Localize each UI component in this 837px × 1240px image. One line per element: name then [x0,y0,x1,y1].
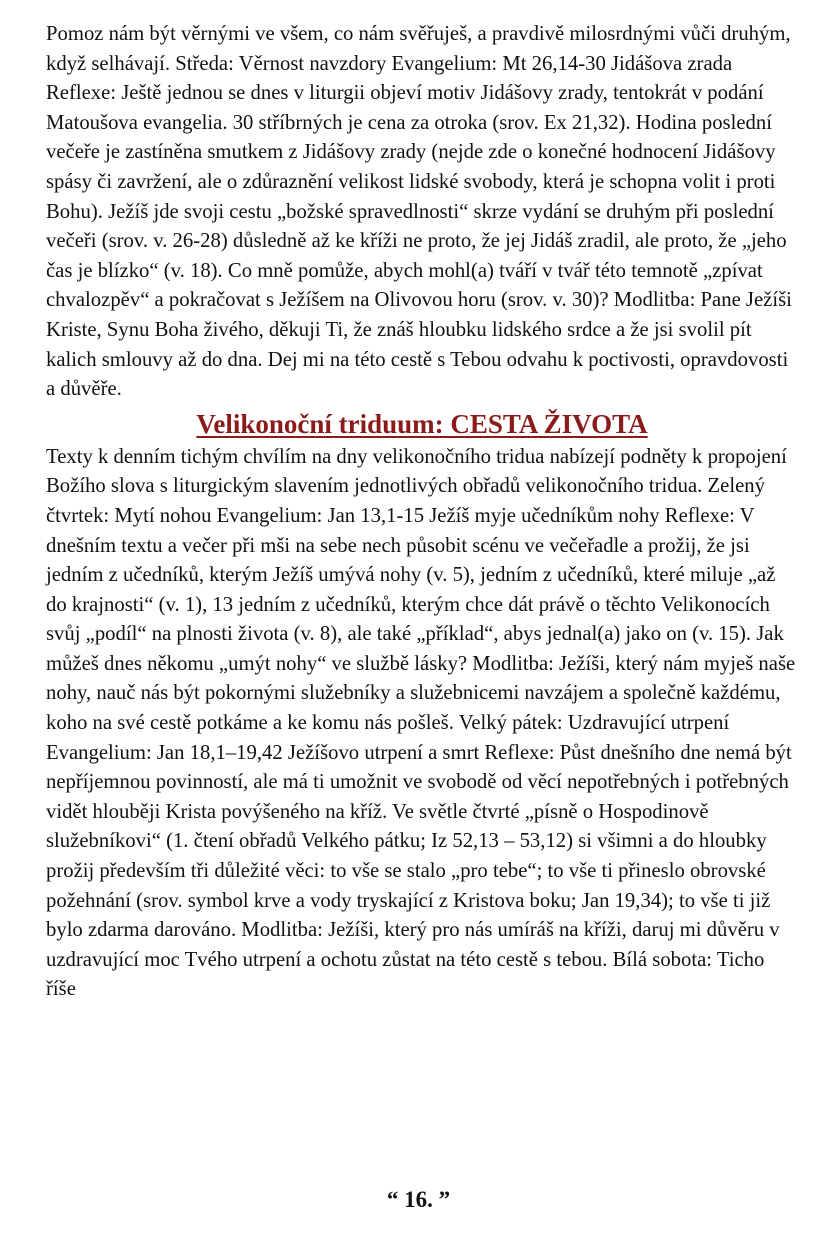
paragraph-wednesday: Pomoz nám být věrnými ve všem, co nám svěřuješ, a pravdivě milosrdnými vůči druhým, když selhávají. Středa: Věrnost navzdory Evangelium: Mt 26,14-30 Jidášova zrada Reflexe: Ještě jednou se dnes v liturgii objeví motiv Jidášovy zrady, tentokrát v podání Matoušova evangelia. 30 stříbrných je cena za otroka (srov. Ex 21,32). Hodina poslední večeře je zastíněna smutkem z Jidášovy zrady (nejde zde o konečné hodnocení Jidášovy spásy či zavržení, ale o zdůraznění velikost lidské svobody, která je schopna volit i proti Bohu). Ježíš jde svoji cestu „božské spravedlnosti“ skrze vydání se druhým při poslední večeři (srov. v. 26-28) důsledně až ke kříži ne proto, že jej Jidáš zradil, ale proto, že „jeho čas je blízko“ (v. 18). Co mně pomůže, abych mohl(a) tváří v tvář této temnotě „zpívat chvalozpěv“ a pokračovat s Ježíšem na Olivovou horu (srov. v. 30)? Modlitba: Pane Ježíši Kriste, Synu Boha živého, děkuji Ti, že znáš hloubku lidského srdce a že jsi svolil pít kalich smlouvy až do dna. Dej mi na této cestě s Tebou odvahu k poctivosti, opravdovosti a důvěře. [46,23,792,401]
document-page [46,20,798,1005]
section-heading: Velikonoční triduum: CESTA ŽIVOTA [196,408,648,439]
page-number: “ 16. ” [386,1187,451,1212]
paragraph-triduum: Texty k denním tichým chvílím na dny velikonočního tridua nabízejí podněty k propojení Božího slova s liturgickým slavením jednotlivých obřadů velikonočního tridua. Zelený čtvrtek: Mytí nohou Evangelium: Jan 13,1-15 Ježíš myje učedníkům nohy Reflexe: V dnešním textu a večer při mši na sebe nech působit scénu ve večeřadle a prožij, že jsi jedním z učedníků, kterým Ježíš umývá nohy (v. 5), jedním z učedníků, které miluje „až do krajnosti“ (v. 1), 13 jedním z učedníků, kterým chce dát právě o těchto Velikonocích svůj „podíl“ na plnosti života (v. 8), ale také „příklad“, abys jednal(a) jako on (v. 15). Jak můžeš dnes někomu „umýt nohy“ ve službě lásky? Modlitba: Ježíši, který nám myješ naše nohy, nauč nás být pokornými služebníky a služebnicemi navzájem a společně každému, koho na své cestě potkáme a ke komu nás pošleš. Velký pátek: Uzdravující utrpení Evangelium: Jan 18,1–19,42 Ježíšovo utrpení a smrt Reflexe: Půst dnešního dne nemá být nepříjemnou povinností, ale má ti umožnit ve svobodě od věcí nepotřebných i potřebných vidět hlouběji Krista povýšeného na kříž. Ve světle čtvrté „písně o Hospodinově služebníkovi“ (1. čtení obřadů Velkého pátku; Iz 52,13 – 53,12) si všimni a do hloubky prožij především tři důležité věci: to vše se stalo „pro tebe“; to vše ti přineslo obrovské požehnání (srov. symbol krve a vody tryskající z Kristova boku; Jan 19,34); to vše ti již bylo zdarma darováno. Modlitba: Ježíši, který pro nás umíráš na kříži, daruj mi důvěru v uzdravující moc Tvého utrpení a ochotu zůstat na této cestě s tebou. Bílá sobota: Ticho říše [46,445,796,1001]
